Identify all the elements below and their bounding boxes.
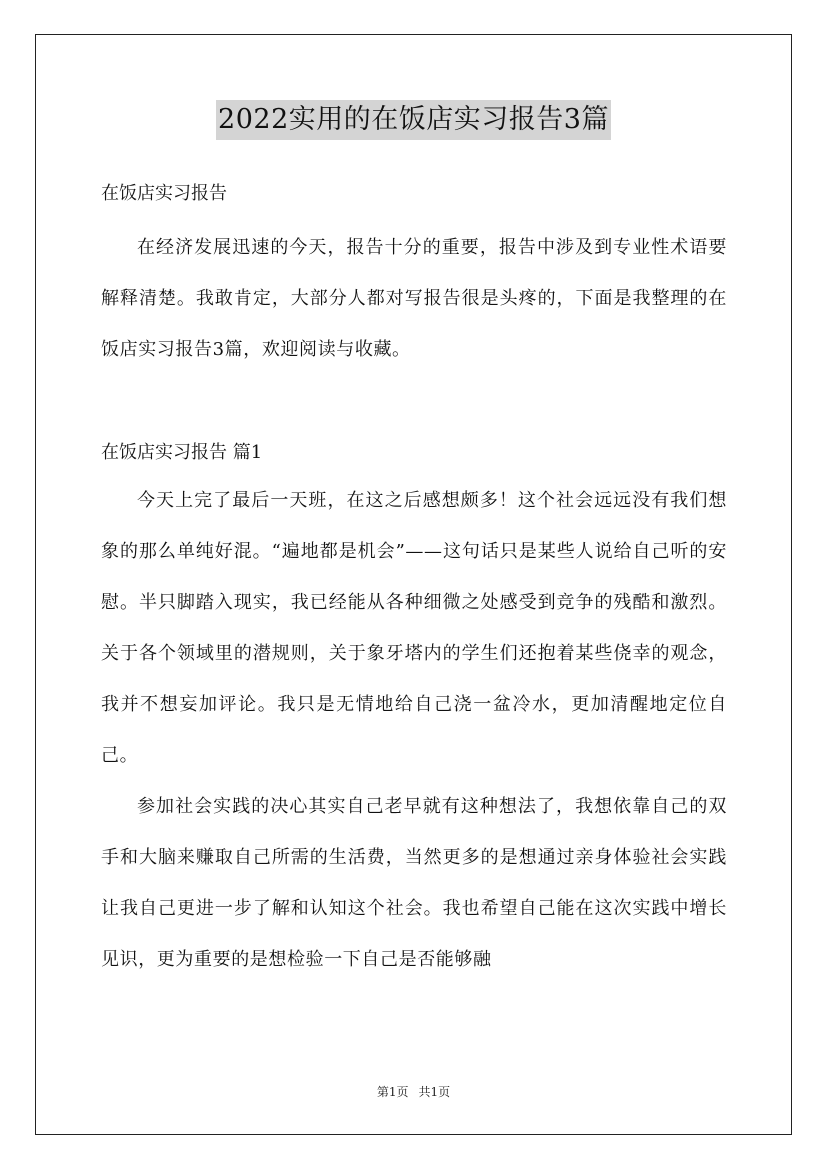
- spacer: [101, 212, 727, 222]
- page-total: 共1页: [418, 1085, 451, 1099]
- section-heading: 在饭店实习报告 篇1: [101, 442, 263, 463]
- title-container: [0, 100, 827, 140]
- body-paragraph-2: 参加社会实践的决心其实自己老早就有这种想法了，我想依靠自己的双手和大脑来赚取自己所需的生活费，当然更多的是想通过亲身体验社会实践让我自己更进一步了解和认知这个社会。我也希望自己能在这次实践中增长见识，更为重要的是想检验一下自己是否能够融: [101, 796, 727, 970]
- page-number: 第1页: [376, 1085, 409, 1099]
- body-paragraph-1: 今天上完了最后一天班，在这之后感想颇多！这个社会远远没有我们想象的那么单纯好混。“遍地都是机会”——这句话只是某些人说给自己听的安慰。半只脚踏入现实，我已经能从各种细微之处感受到竞争的残酷和激烈。关于各个领域里的潜规则，关于象牙塔内的学生们还抱着某些侥幸的观念，我并不想妄加评论。我只是无情地给自己浇一盆冷水，更加清醒地定位自己。: [101, 490, 727, 766]
- spacer: [101, 375, 727, 435]
- page-footer: [0, 1083, 827, 1101]
- document-body: [101, 176, 727, 985]
- intro-heading: 在饭店实习报告: [101, 183, 227, 204]
- document-title: 2022实用的在饭店实习报告3篇: [216, 100, 611, 140]
- intro-paragraph: 在经济发展迅速的今天，报告十分的重要，报告中涉及到专业性术语要解释清楚。我敢肯定，大部分人都对写报告很是头疼的，下面是我整理的在饭店实习报告3篇，欢迎阅读与收藏。: [101, 237, 727, 360]
